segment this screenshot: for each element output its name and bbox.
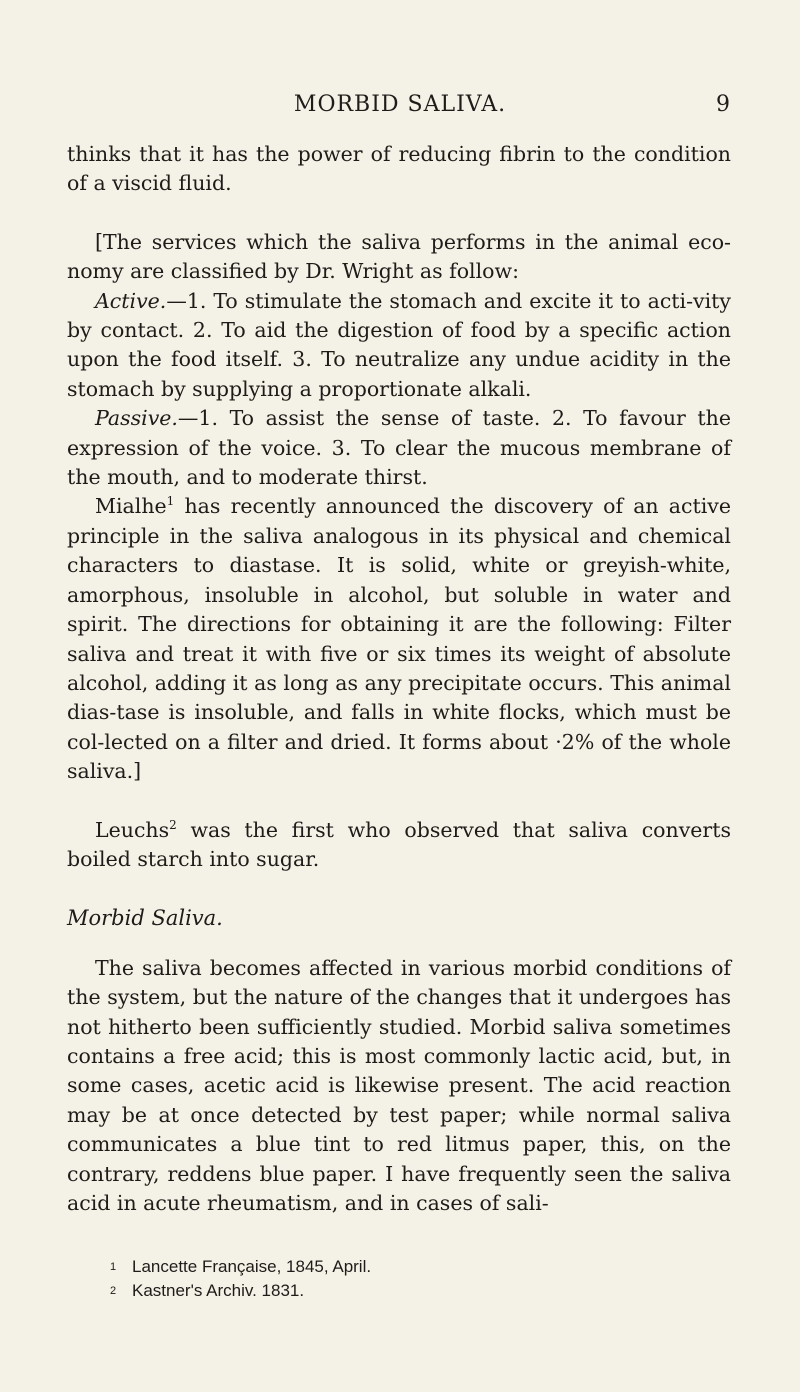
paragraph-passive bbox=[67, 404, 731, 492]
running-title: MORBID SALIVA. bbox=[293, 92, 507, 117]
leuchs-text: was the first who observed that saliva converts boiled starch into sugar. bbox=[67, 817, 731, 871]
passive-label: Passive. bbox=[95, 406, 178, 431]
mialhe-name: Mialhe bbox=[95, 494, 167, 519]
paragraph-leuchs bbox=[67, 816, 731, 875]
footnote-mark: 2 bbox=[110, 1285, 117, 1297]
running-head bbox=[70, 92, 730, 126]
body-text bbox=[67, 140, 731, 1218]
paragraph-continuation: thinks that it has the power of reducing fibrin to the condition of a viscid fluid. bbox=[67, 142, 731, 196]
paragraph-mialhe bbox=[67, 492, 731, 786]
active-label: Active. bbox=[95, 288, 167, 313]
mialhe-text: has recently announced the discovery of an active principle in the saliva analogous in its physical and chemical characters to diastase. It is solid, white or greyish-white, amorphous, insoluble in alcohol, but soluble in water and spirit. The directions for obtaining it are the following: Filter saliva and treat it with five or six times its weight of absolute alcohol, adding it as long as any precipitate occurs. This animal dias-tase is insoluble, and falls in white flocks, which must be col-lected on a filter and dried. It forms about ·2% of the whole saliva.] bbox=[67, 494, 731, 784]
footnote-text: Lancette Française, 1845, April. bbox=[132, 1257, 372, 1276]
footnote-ref-1: 1 bbox=[166, 494, 175, 509]
footnote bbox=[110, 1255, 710, 1279]
paragraph-morbid: The saliva becomes affected in various morbid conditions of the system, but the nature of the changes that it undergoes has not hitherto been sufficiently studied. Morbid saliva sometimes contains a free acid; this is most commonly lactic acid, but, in some cases, acetic acid is likewise present. The acid reaction may be at once detected by test paper; while normal saliva communicates a blue tint to red litmus paper, this, on the contrary, reddens blue paper. I have frequently seen the saliva acid in acute rheumatism, and in cases of sali- bbox=[67, 955, 731, 1215]
page-number: 9 bbox=[716, 92, 730, 117]
passive-text: —1. To assist the sense of taste. 2. To favour the expression of the voice. 3. To clear the mucous membrane of the mouth, and to moderate thirst. bbox=[67, 406, 731, 490]
leuchs-name: Leuchs bbox=[95, 817, 170, 842]
footnote-text: Kastner's Archiv. 1831. bbox=[132, 1281, 305, 1300]
paragraph-active bbox=[67, 287, 731, 405]
paragraph-services: [The services which the saliva performs in the animal eco-nomy are classified by Dr. Wright as follow: bbox=[67, 229, 731, 284]
footnote bbox=[110, 1279, 710, 1303]
footnote-mark: 1 bbox=[110, 1261, 117, 1273]
section-heading: Morbid Saliva. bbox=[67, 906, 223, 931]
footnotes bbox=[110, 1255, 710, 1303]
footnote-ref-2: 2 bbox=[169, 817, 177, 832]
active-text: —1. To stimulate the stomach and excite it to acti-vity by contact. 2. To aid the digestion of food by a specific action upon the food itself. 3. To neutralize any undue acidity in the stomach by supplying a proportionate alkali. bbox=[67, 288, 731, 401]
